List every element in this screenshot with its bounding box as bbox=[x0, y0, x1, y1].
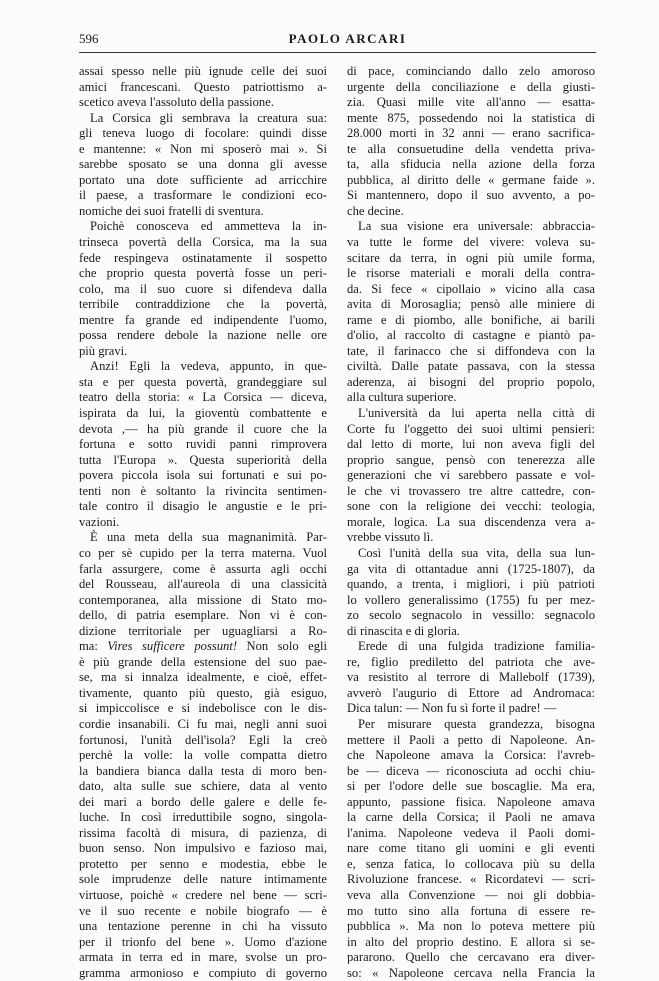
text-line: amici francescani. Questo patriottismo a- bbox=[79, 79, 327, 94]
text-line: Per misurare questa grandezza, bisogna bbox=[358, 716, 595, 731]
text-line: possa rendere debole la nazione nelle ore bbox=[79, 328, 327, 343]
text-line: virtuose, poichè « credere nel bene — scri- bbox=[79, 887, 327, 902]
text-line: cordie insanabili. Ci fu mai, negli anni suoi bbox=[79, 716, 327, 731]
text-line: tale contro il disagio le angustie e le pri- bbox=[79, 499, 327, 514]
text-line: 28.000 morti in 32 anni — erano sacrifica- bbox=[347, 126, 595, 141]
text-line: La Corsica gli sembrava la creatura sua: bbox=[90, 110, 327, 125]
text-line: mentre fa grande ed indipendente l'uomo, bbox=[79, 312, 327, 327]
text-line: trinseca povertà della Corsica, ma la sua bbox=[79, 235, 327, 250]
text-line: mettere il Paoli a petto di Napoleone. An- bbox=[347, 732, 595, 747]
text-line: dizione territoriale per uguagliarsi a Ro- bbox=[79, 623, 327, 638]
text-line: pubblica ». Ma non lo poteva mettere più bbox=[347, 919, 595, 934]
text-line: dato, alta sulle sue schiere, data al vento bbox=[79, 779, 327, 794]
text-line: per il trionfo del bene ». Uomo d'azione bbox=[79, 934, 327, 949]
text-line: nomiche dei suoi fratelli di sventura. bbox=[79, 203, 264, 218]
text-line: l'anima. Napoleone vedeva il Paoli domi- bbox=[347, 825, 595, 840]
text-line: dello, di patria esemplare. Non vi è con- bbox=[79, 608, 327, 623]
italic-phrase: Vires sufficere possunt! bbox=[107, 639, 238, 654]
text-line: rissima facoltà di misura, di pazienza, di bbox=[79, 825, 327, 840]
text-line: proprio sangue, pensò con tenerezza alle bbox=[347, 452, 595, 467]
text-line: se, ma si innalza idealmente, e cioè, effet- bbox=[79, 670, 327, 685]
text-line: armata in terra ed in mare, svolse un pro- bbox=[79, 950, 327, 965]
text-line: le risorse materiali e morali della contra- bbox=[347, 266, 595, 281]
text-line: colo, ma il suo cuore si difendeva dalla bbox=[79, 281, 327, 296]
text-line: so: « Napoleone cercava nella Francia la bbox=[347, 965, 595, 980]
text-line: scitare da terra, in ogni più umile forma, bbox=[347, 250, 595, 265]
running-head-title: PAOLO ARCARI bbox=[288, 31, 407, 46]
text-line: Così l'unità della sua vita, della sua lun- bbox=[358, 545, 595, 560]
text-line: generazioni che vi sarebbero passate e vol- bbox=[347, 468, 595, 483]
text-line: buon senso. Non impulsivo e fazioso mai, bbox=[79, 841, 327, 856]
text-line: povera piccola isola sui fortunati e sui po- bbox=[79, 468, 327, 483]
text-line: fortuna e sotto ruvidi panni rimprovera bbox=[79, 437, 327, 452]
text-line: contemporanea, alla missione di Stato mo- bbox=[79, 592, 327, 607]
left-text-column bbox=[79, 64, 327, 981]
text-line: La sua visione era universale: abbraccia- bbox=[358, 219, 595, 234]
text-line: in alto del proprio destino. E allora si se- bbox=[347, 934, 595, 949]
text-line: va resistito al terrore di Mallebolf (1739), bbox=[347, 670, 595, 685]
text-line: si per l'odore delle sue boscaglie. Ma era, bbox=[347, 779, 595, 794]
right-text-column bbox=[347, 64, 595, 981]
text-line: una tentazione perenne in chi ha vissuto bbox=[79, 919, 327, 934]
text-line: alla cultura superiore. bbox=[347, 390, 457, 405]
text-line: di rinascita e di gloria. bbox=[347, 623, 460, 638]
text-line: di pace, cominciando dallo zelo amoroso bbox=[347, 64, 595, 78]
text-line: luche. In così irreduttibile sogno, singola- bbox=[79, 810, 327, 825]
text-line: lo vollero generalissimo (1755) fu per mez- bbox=[347, 592, 595, 607]
text-line: da. Si fece « cipollaio » vicino alla casa bbox=[347, 281, 595, 296]
text-line: tate, il farinacco che si diffondeva con la bbox=[347, 343, 595, 358]
text-line: e mantenne: « Non mi sposerò mai ». Si bbox=[79, 141, 327, 156]
text-line: civiltà. Dalle patate passava, con la stessa bbox=[347, 359, 595, 374]
text-line: che Napoleone amava la Corsica: l'avreb- bbox=[347, 748, 595, 763]
text-line: teatro della storia: « La Corsica — diceva, bbox=[79, 390, 327, 405]
text-line: gramma armonioso e compiuto di governo bbox=[79, 965, 327, 980]
text-line: re, figlio prediletto del patriota che ave- bbox=[347, 654, 595, 669]
text-line: Rivoluzione francese. « Ricordatevi — scri- bbox=[347, 872, 595, 887]
text-line: più gravi. bbox=[79, 343, 128, 358]
text-line: tivamente, quanto più questo, già esiguo, bbox=[79, 685, 327, 700]
text-line: avita di Morosaglia; pensò alle miniere di bbox=[347, 297, 595, 312]
page-number: 596 bbox=[79, 31, 99, 46]
text-line: co per sè cupido per la terra materna. Vuol bbox=[79, 545, 327, 560]
text-line: avverò l'augurio di Ettore ad Andromaca: bbox=[347, 685, 595, 700]
text-line: Si mantennero, dopo il suo avvento, a po- bbox=[347, 188, 595, 203]
text-line: Anzi! Egli la vedeva, appunto, in que- bbox=[90, 359, 327, 374]
text-line: mente 875, possedendo noi la statistica di bbox=[347, 110, 595, 125]
text-line: mo tutto sino alla fortuna di essere re- bbox=[347, 903, 595, 918]
text-line: scetico aveva l'assoluto della passione. bbox=[79, 95, 274, 110]
text-line: protetto per senno e modestia, ebbe le bbox=[79, 856, 327, 871]
text-line: perchè la volle: la volle compatta dietro bbox=[79, 748, 327, 763]
text-line: L'università da lui aperta nella città di bbox=[358, 406, 595, 421]
text-line: e, senza fatica, lo collocava più su della bbox=[347, 856, 595, 871]
text-line: pubblica, al diritto delle « germane faide ». bbox=[347, 172, 595, 187]
text-line: gli teneva luogo di focolare: quindi disse bbox=[79, 126, 327, 141]
text-line: zia. Quasi mille vite all'anno — esatta- bbox=[347, 95, 595, 110]
text-line: Poichè conosceva ed ammetteva la in- bbox=[90, 219, 327, 234]
text-line: Corte fu l'oggetto dei suoi ultimi pensieri: bbox=[347, 421, 595, 436]
text-line: fede respingeva ostinatamente il sospetto bbox=[79, 250, 327, 265]
text-line: sta e per questa povertà, grandeggiare sul bbox=[79, 374, 327, 389]
text-line: fortunosi, l'unità dell'isola? Egli la creò bbox=[79, 732, 327, 747]
text-line: ve il suo recente e nobile biografo — è bbox=[79, 903, 327, 918]
text-line: rame e di piombo, alle bonifiche, ai barili bbox=[347, 312, 595, 327]
text-line: ta, alla sfiducia nella azione della forza bbox=[347, 157, 595, 172]
text-line: urgente della conciliazione e della giusti- bbox=[347, 79, 595, 94]
text-line: è più grande della estensione del suo pae- bbox=[79, 654, 327, 669]
text-line: farla assurgere, come è assurta agli occhi bbox=[79, 561, 327, 576]
text-line: va tutte le forme del vivere: voleva su- bbox=[347, 235, 595, 250]
text-line: veva alla Convenzione — noi gli dobbia- bbox=[347, 887, 595, 902]
text-line: Erede di una fulgida tradizione familia- bbox=[358, 639, 595, 654]
text-line: d'olio, al raccolto di castagne e piantò pa- bbox=[347, 328, 595, 343]
text-line: si impiccolisce e si indebolisce con le dis- bbox=[79, 701, 327, 716]
text-line: nare come titano gli uomini e gli eventi bbox=[347, 841, 595, 856]
text-line: ga vita di ottantadue anni (1725-1807), da bbox=[347, 561, 595, 576]
text-line: la carne della Corsica; il Paoli ne amava bbox=[347, 810, 595, 825]
text-line: vazioni. bbox=[79, 514, 120, 529]
running-head bbox=[0, 31, 659, 47]
text-line: be — diceva — riconosciuta ad occhi chiu- bbox=[347, 763, 595, 778]
text-line: assai spesso nelle più ignude celle dei suoi bbox=[79, 64, 327, 78]
text-line: È una meta della sua magnanimità. Par- bbox=[90, 530, 327, 545]
text-line: vrebbe vissuto lì. bbox=[347, 530, 434, 545]
text-line: morale, logica. La sua discendenza vera a- bbox=[347, 514, 595, 529]
text-line: aderenza, ai bisogni del proprio popolo, bbox=[347, 374, 595, 389]
text-line: Dica talun: — Non fu sì forte il padre! — bbox=[347, 701, 557, 716]
text-line: appunto, passione fisica. Napoleone amava bbox=[347, 794, 595, 809]
text-line: zo secolo segnacolo in vessillo: segnacolo bbox=[347, 608, 595, 623]
header-rule bbox=[79, 52, 596, 53]
text-line: terribile contraddizione che la povertà, bbox=[79, 297, 327, 312]
text-line: te alla consuetudine della vendetta priva- bbox=[347, 141, 595, 156]
text-line: ispirata da lui, la gioventù combattente e bbox=[79, 406, 327, 421]
text-line: dei mari a bordo delle galere e delle fe- bbox=[79, 794, 327, 809]
text-line: che proprio questa povertà fosse un peri- bbox=[79, 266, 327, 281]
text-line: dal letto di morte, lui non aveva figli del bbox=[347, 437, 595, 452]
text-line: del Rousseau, all'aureola di una classicità bbox=[79, 577, 327, 592]
text-line: ma: Vires sufficere possunt! Non solo egli bbox=[79, 639, 327, 654]
text-line: quando, a trenta, i migliori, i più patrioti bbox=[347, 577, 595, 592]
text-line: tenti non è soltanto la rivincita sentimen- bbox=[79, 483, 327, 498]
text-line: sarebbe sposato se una donna gli avesse bbox=[79, 157, 327, 172]
text-line: portato una dote sufficiente ad arricchire bbox=[79, 172, 327, 187]
text-line: tutta l'Europa ». Questa superiorità della bbox=[79, 452, 327, 467]
text-line: la bandiera bianca dalla testa di moro ben- bbox=[79, 763, 327, 778]
text-line: il paese, a trasformare le condizioni eco- bbox=[79, 188, 327, 203]
text-line: devota ,— ha più grande il cuore che la bbox=[79, 421, 327, 436]
text-line: le che vi trovassero tre altre cattedre, con- bbox=[347, 483, 595, 498]
text-line: sole imprudenze delle nature intimamente bbox=[79, 872, 327, 887]
text-line: pararono. Quello che cercavano era diver- bbox=[347, 950, 595, 965]
text-line: che decine. bbox=[347, 203, 404, 218]
text-line: sone con la religione dei vecchi: teologia, bbox=[347, 499, 595, 514]
